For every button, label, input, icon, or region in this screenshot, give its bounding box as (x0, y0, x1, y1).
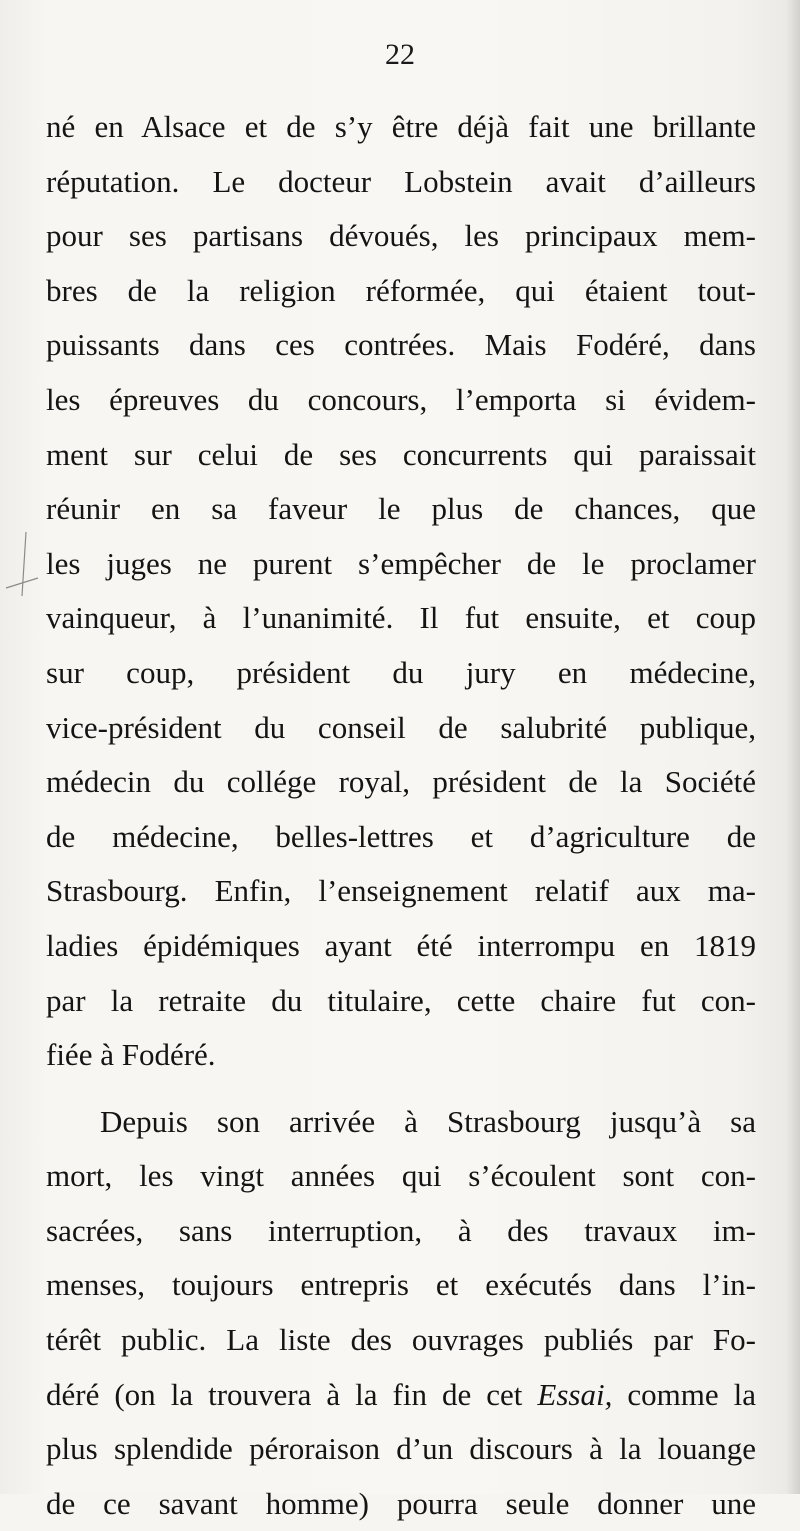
text-segment: comme la (612, 1376, 756, 1412)
page-edge-shadow (786, 0, 800, 1494)
text-line: puissants dans ces contrées. Mais Fodéré, dans (46, 327, 756, 363)
text-line: les juges ne purent s’empêcher de le proclamer (46, 545, 756, 581)
page-number: 22 (385, 38, 415, 71)
paragraph-2 (46, 1095, 756, 1531)
text-line: bres de la religion réformée, qui étaient tout- (46, 272, 756, 308)
text-line: menses, toujours entrepris et exécutés dans l’in- (46, 1267, 756, 1303)
text-line: médecin du collége royal, président de la Société (46, 764, 756, 800)
text-line: sur coup, président du jury en médecine, (46, 654, 756, 690)
text-line: térêt public. La liste des ouvrages publiés par Fo- (46, 1322, 756, 1358)
text-line: ment sur celui de ses concurrents qui paraissait (46, 436, 756, 472)
text-line: pour ses partisans dévoués, les principaux mem- (46, 218, 756, 254)
text-line: de médecine, belles-lettres et d’agriculture de (46, 818, 756, 854)
text-line: par la retraite du titulaire, cette chaire fut con- (46, 982, 756, 1018)
text-line: mort, les vingt années qui s’écoulent sont con- (46, 1158, 756, 1194)
text-line: fiée à Fodéré. (46, 1037, 216, 1073)
text-line: plus splendide péroraison d’un discours à la louange (46, 1431, 756, 1467)
text-line: les épreuves du concours, l’emporta si évidem- (46, 381, 756, 417)
italic-title: Essai, (537, 1376, 613, 1412)
body-text (46, 100, 756, 1531)
text-segment: déré (on la trouvera à la fin de cet (46, 1376, 538, 1412)
pencil-mark-icon (4, 530, 42, 600)
text-line: vice-président du conseil de salubrité publique, (46, 709, 756, 745)
text-line: ladies épidémiques ayant été interrompu en 1819 (46, 927, 756, 963)
text-line: réunir en sa faveur le plus de chances, que (46, 491, 756, 527)
text-line: de ce savant homme) pourra seule donner une (46, 1485, 756, 1521)
paragraph-1 (46, 100, 756, 1083)
text-line: réputation. Le docteur Lobstein avait d’ailleurs (46, 163, 756, 199)
text-line: Depuis son arrivée à Strasbourg jusqu’à sa (100, 1103, 756, 1139)
text-line (46, 1368, 756, 1423)
text-line: né en Alsace et de s’y être déjà fait une brillante (46, 109, 756, 144)
text-line: vainqueur, à l’unanimité. Il fut ensuite, et coup (46, 600, 756, 636)
text-line: Strasbourg. Enfin, l’enseignement relatif aux ma- (46, 873, 756, 909)
text-line: sacrées, sans interruption, à des travaux im- (46, 1212, 756, 1248)
